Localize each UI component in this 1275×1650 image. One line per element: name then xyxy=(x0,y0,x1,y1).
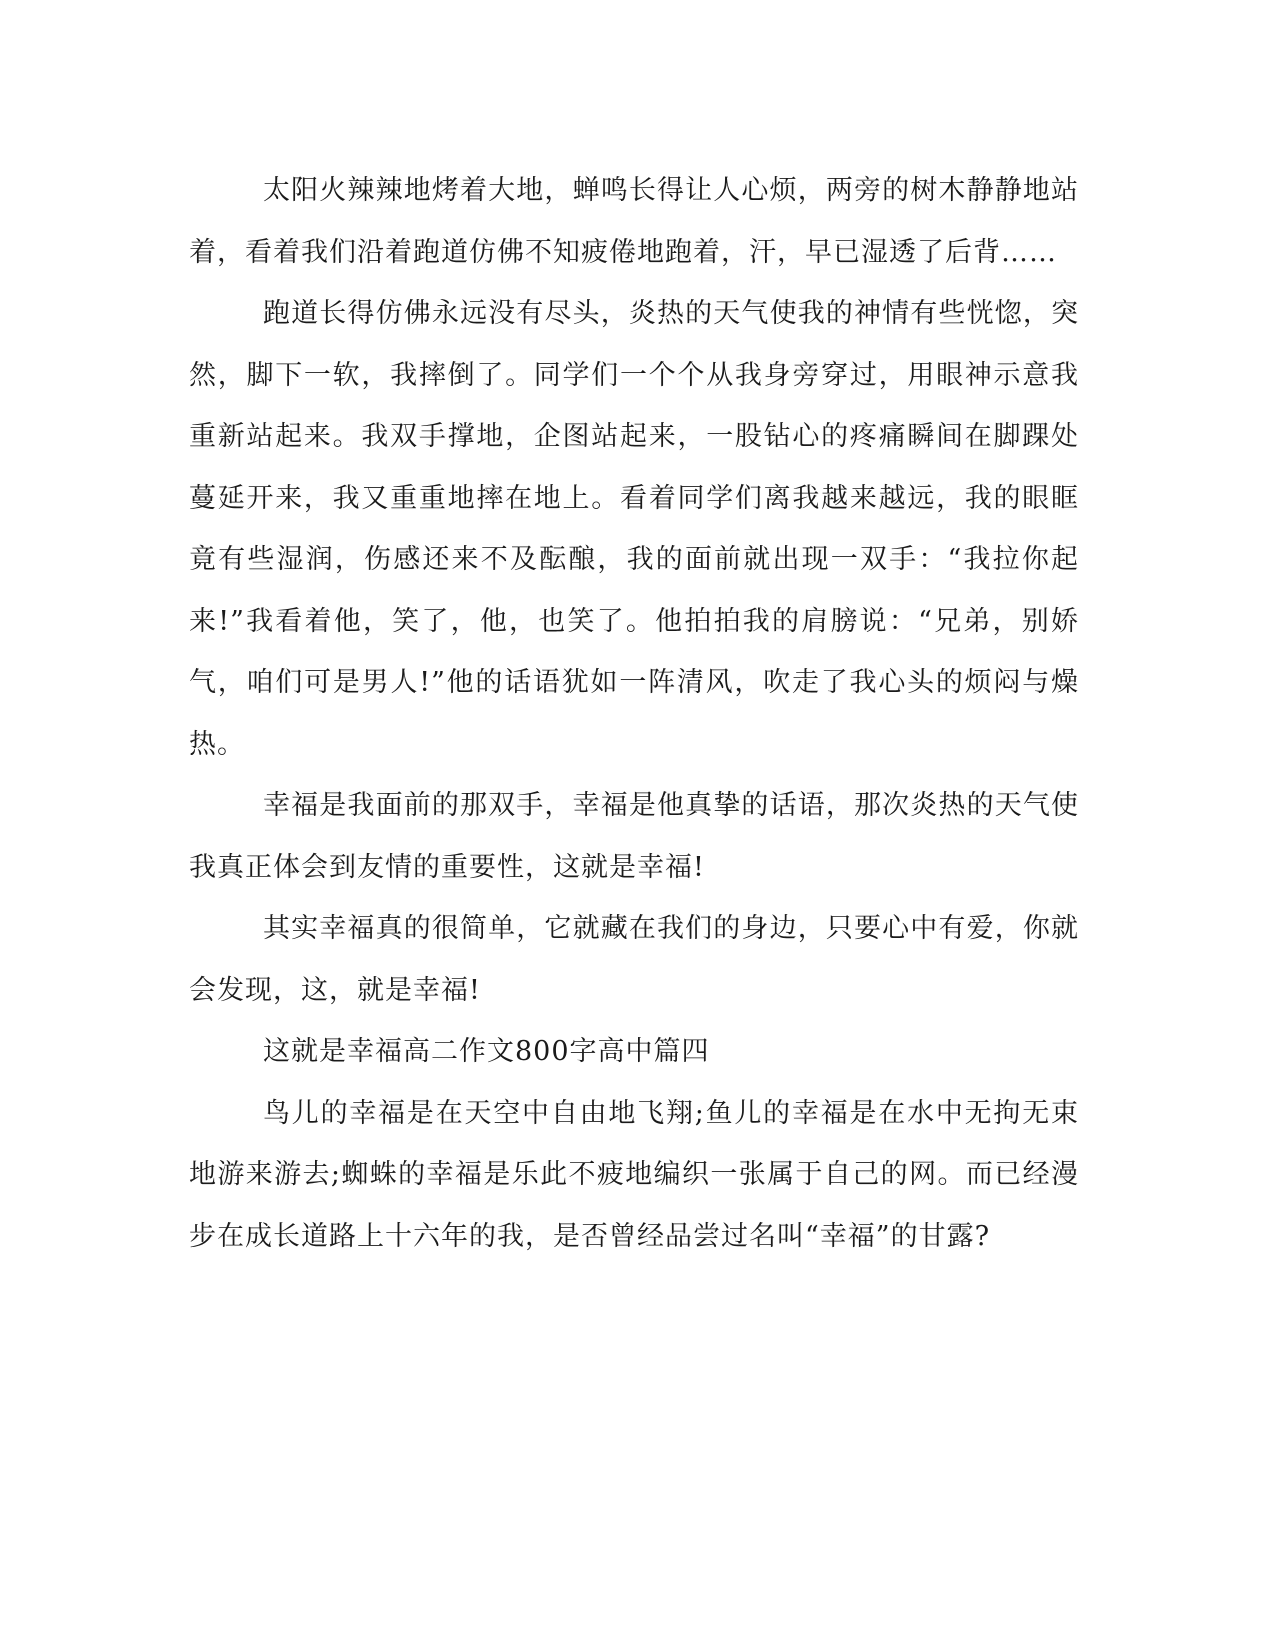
paragraph-5: 鸟儿的幸福是在天空中自由地飞翔;鱼儿的幸福是在水中无拘无束地游来游去;蜘蛛的幸福是乐此不疲地编织一张属于自己的网。而已经漫步在成长道路上十六年的我，是否曾经品尝过名叫“幸福”的甘露? xyxy=(189,1097,1079,1252)
paragraph-3: 幸福是我面前的那双手，幸福是他真挚的话语，那次炎热的天气使我真正体会到友情的重要性，这就是幸福! xyxy=(189,790,1079,883)
paragraph-4: 其实幸福真的很简单，它就藏在我们的身边，只要心中有爱，你就会发现，这，就是幸福! xyxy=(189,913,1079,1006)
paragraph-2: 跑道长得仿佛永远没有尽头，炎热的天气使我的神情有些恍惚，突然，脚下一软，我摔倒了。同学们一个个从我身旁穿过，用眼神示意我重新站起来。我双手撑地，企图站起来，一股钻心的疼痛瞬间在脚踝处蔓延开来，我又重重地摔在地上。看着同学们离我越来越远，我的眼眶竟有些湿润，伤感还来不及酝酿，我的面前就出现一双手：“我拉你起来!”我看着他，笑了，他，也笑了。他拍拍我的肩膀说：“兄弟，别娇气，咱们可是男人!”他的话语犹如一阵清风，吹走了我心头的烦闷与燥热。 xyxy=(189,298,1079,760)
document-body xyxy=(189,160,1079,1267)
paragraph-1: 太阳火辣辣地烤着大地，蝉鸣长得让人心烦，两旁的树木静静地站着，看着我们沿着跑道仿佛不知疲倦地跑着，汗，早已湿透了后背…… xyxy=(189,175,1079,268)
section-heading: 这就是幸福高二作文800字高中篇四 xyxy=(263,1036,710,1067)
